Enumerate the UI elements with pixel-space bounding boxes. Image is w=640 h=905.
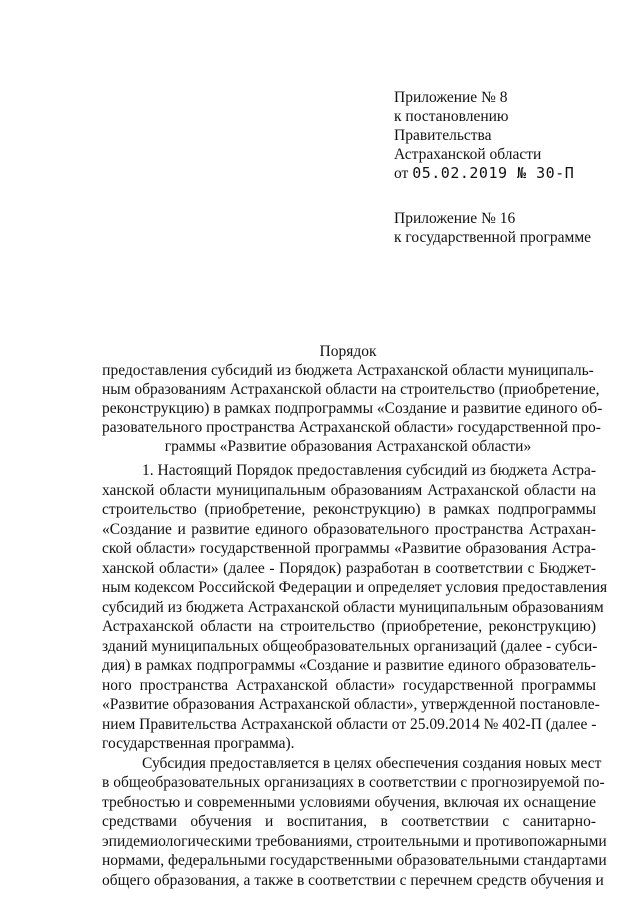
paragraph-line: Субсидия предоставляется в целях обеспечения создания новых мест xyxy=(142,754,602,772)
paragraph-line: строительство (приобретение, реконструкцию) в рамках подпрограммы xyxy=(102,501,596,518)
document-body xyxy=(102,461,608,890)
paragraph-line: ханской области муниципальным образованиям Астраханской области на xyxy=(102,481,596,499)
appendix-16-title: Приложение № 16 xyxy=(394,210,516,227)
paragraph-line: требностью и современными условиями обучения, включая их оснащение xyxy=(102,793,596,811)
paragraph-line: «Развитие образования Астраханской области», утвержденной постановле- xyxy=(102,696,600,713)
paragraph-line: Астраханской области на строительство (приобретение, реконструкцию) xyxy=(102,618,596,635)
paragraph-line: ханской области» (далее - Порядок) разработан в соответствии с Бюджет- xyxy=(102,559,596,577)
paragraph-1 xyxy=(102,461,608,754)
paragraph-line: ным кодексом Российской Федерации и определяет условия предоставления xyxy=(102,579,608,596)
heading-line: реконструкцию) в рамках подпрограммы «Создание и развитие единого об- xyxy=(102,400,603,417)
paragraph-line: зданий муниципальных общеобразовательных организаций (далее - субси- xyxy=(102,637,598,655)
appendix-8-line-4: Астраханской области xyxy=(394,146,542,163)
appendix-8-date-line xyxy=(394,164,624,183)
appendix-8-line-3: Правительства xyxy=(394,127,492,144)
resolution-date-number: 05.02.2019 № 30-П xyxy=(412,164,575,182)
appendix-16-line-2: к государственной программе xyxy=(394,229,592,246)
paragraph-line: ской области» государственной программы «Развитие образования Астра- xyxy=(102,540,596,557)
appendix-8-header xyxy=(394,88,624,183)
heading-line: граммы «Развитие образования Астраханской области» xyxy=(164,438,532,455)
paragraph-line: средствами обучения и воспитания, в соответствии с санитарно- xyxy=(102,813,596,830)
paragraph-line: нормами, федеральными государственными образовательными стандартами xyxy=(102,852,607,869)
heading-line: ным образованиям Астраханской области на строительство (приобретение, xyxy=(102,381,600,398)
heading-title: Порядок xyxy=(319,343,377,360)
appendix-16-header xyxy=(394,209,624,247)
paragraph-line: ного пространства Астраханской области» государственной программы xyxy=(102,676,596,694)
heading-line: предоставления субсидий из бюджета Астраханской области муниципаль- xyxy=(102,362,594,379)
paragraph-line: государственная программа). xyxy=(102,735,295,752)
paragraph-line: общего образования, а также в соответствии с перечнем средств обучения и xyxy=(102,871,604,889)
paragraph-line: 1. Настоящий Порядок предоставления субсидий из бюджета Астра- xyxy=(142,462,596,479)
paragraph-line: «Создание и развитие единого образовательного пространства Астрахан- xyxy=(102,520,596,538)
paragraph-line: нием Правительства Астраханской области от 25.09.2014 № 402-П (далее - xyxy=(102,715,597,733)
paragraph-line: в общеобразовательных организациях в соответствии с прогнозируемой по- xyxy=(102,774,605,791)
document-heading xyxy=(102,342,603,456)
paragraph-line: дия) в рамках подпрограммы «Создание и развитие единого образователь- xyxy=(102,657,596,674)
date-prefix: от xyxy=(394,165,409,182)
paragraph-2 xyxy=(102,754,607,891)
heading-line: разовательного пространства Астраханской области» государственной про- xyxy=(102,419,601,436)
paragraph-line: эпидемиологическими требованиями, строительными и противопожарными xyxy=(102,832,607,850)
appendix-8-line-2: к постановлению xyxy=(394,108,509,125)
appendix-8-title: Приложение № 8 xyxy=(394,89,508,106)
paragraph-line: субсидий из бюджета Астраханской области муниципальным образованиям xyxy=(102,598,604,616)
